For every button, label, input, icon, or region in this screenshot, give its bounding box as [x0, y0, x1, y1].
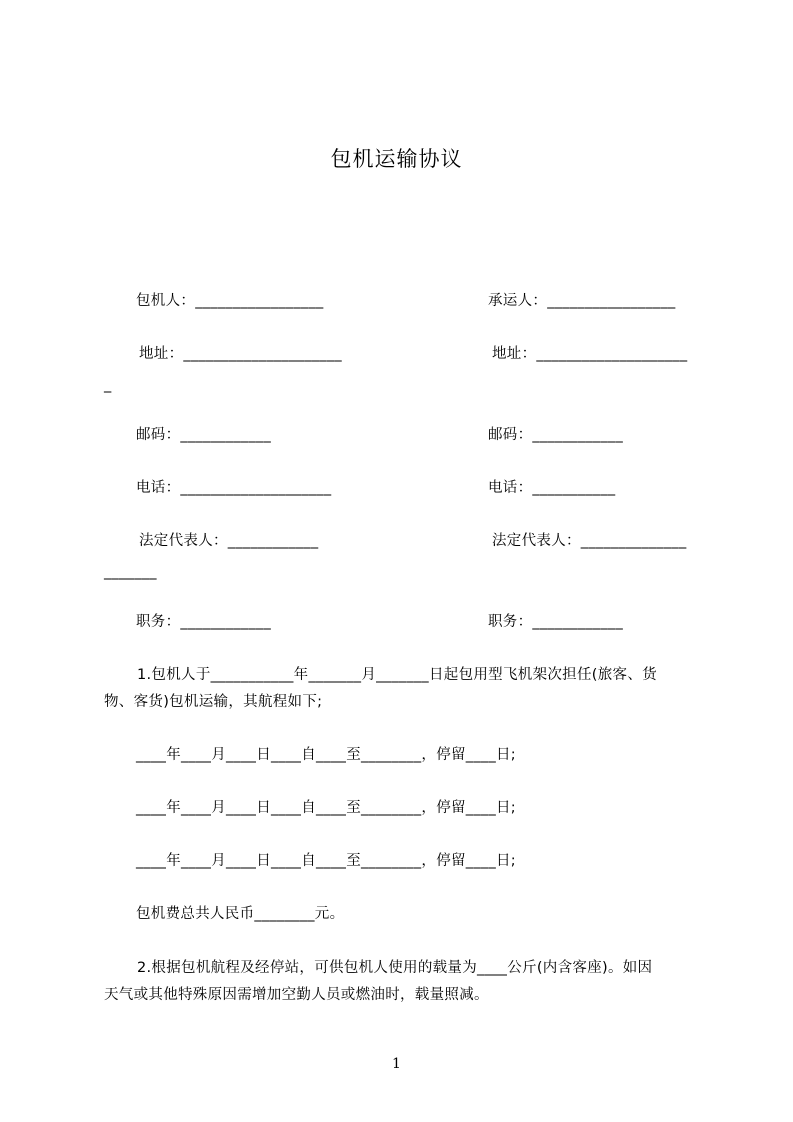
document-title: 包机运输协议: [330, 147, 463, 171]
itinerary-line-3: ____年____月____日____自____至________，停留____日;: [136, 853, 516, 869]
charterer-phone-field: 电话：____________________: [136, 480, 332, 496]
charter-fee-line: 包机费总共人民币________元。: [136, 906, 345, 922]
charterer-legal-rep-field: 法定代表人：____________: [139, 533, 319, 549]
carrier-position-field: 职务：____________: [488, 614, 623, 630]
legal-rep-line-overflow: _______: [104, 564, 157, 580]
page-number: 1: [392, 1056, 401, 1072]
carrier-field: 承运人：_________________: [488, 293, 676, 309]
clause-2-line-1: 2.根据包机航程及经停站，可供包机人使用的载量为____公斤(内含客座)。如因: [137, 960, 653, 976]
carrier-legal-rep-field: 法定代表人：______________: [492, 533, 687, 549]
address-line-overflow: _: [104, 377, 112, 393]
carrier-address-field: 地址：____________________: [492, 346, 688, 362]
carrier-postcode-field: 邮码：____________: [488, 427, 623, 443]
itinerary-line-2: ____年____月____日____自____至________，停留____日;: [136, 800, 516, 816]
carrier-phone-field: 电话：___________: [488, 480, 616, 496]
charterer-address-field: 地址：_____________________: [139, 346, 342, 362]
clause-2-line-2: 天气或其他特殊原因需增加空勤人员或燃油时，载量照减。: [104, 987, 489, 1003]
charterer-field: 包机人：_________________: [136, 293, 324, 309]
charterer-position-field: 职务：____________: [136, 614, 271, 630]
clause-1-line-1: 1.包机人于___________年_______月_______日起包用型飞机架次担任(旅客、货: [137, 667, 657, 683]
clause-1-line-2: 物、客货)包机运输，其航程如下;: [104, 694, 323, 710]
itinerary-line-1: ____年____月____日____自____至________，停留____日;: [136, 747, 516, 763]
charterer-postcode-field: 邮码：____________: [136, 427, 271, 443]
